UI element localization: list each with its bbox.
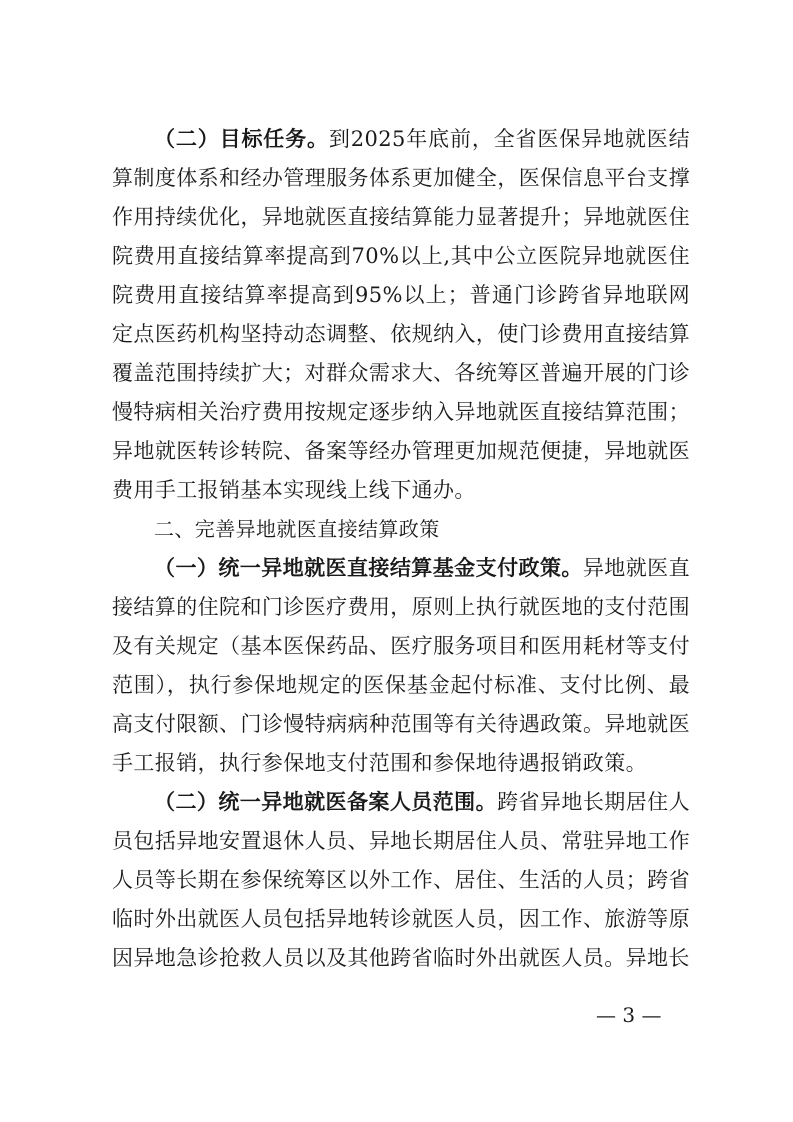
paragraph-text: 跨省异地长期居住人员包括异地安置退休人员、异地长期居住人员、常驻异地工作人员等长期在参保统筹区以外工作、居住、生活的人员；跨省临时外出就医人员包括异地转诊就医人员，因工作、旅游等原因异地急诊抢救人员以及其他跨省临时外出就医人员。异地长 [112, 790, 690, 970]
page-number: — 3 — [596, 1003, 662, 1027]
paragraph-text: 异地就医直接结算的住院和门诊医疗费用，原则上执行就医地的支付范围及有关规定（基本医保药品、医疗服务项目和医用耗材等支付范围），执行参保地规定的医保基金起付标准、支付比例、最高支付限额、门诊慢特病病种范围等有关待遇政策。异地就医手工报销，执行参保地支付范围和参保地待遇报销政策。 [112, 556, 691, 775]
document-body [112, 120, 690, 978]
paragraph-goal-tasks [112, 120, 690, 510]
paragraph-fund-payment-policy [112, 549, 690, 783]
paragraph-lead: （二）目标任务。 [154, 127, 329, 151]
paragraph-text: 到2025年底前，全省医保异地就医结算制度体系和经办管理服务体系更加健全，医保信息平台支撑作用持续优化，异地就医直接结算能力显著提升；异地就医住院费用直接结算率提高到70%以上,其中公立医院异地就医住院费用直接结算率提高到95%以上；普通门诊跨省异地联网定点医药机构坚持动态调整、依规纳入，使门诊费用直接结算覆盖范围持续扩大；对群众需求大、各统筹区普遍开展的门诊慢特病相关治疗费用按规定逐步纳入异地就医直接结算范围；异地就医转诊转院、备案等经办管理更加规范便捷，异地就医费用手工报销基本实现线上线下通办。 [112, 127, 690, 502]
paragraph-lead: （一）统一异地就医直接结算基金支付政策。 [154, 556, 583, 580]
paragraph-filing-scope [112, 783, 690, 978]
paragraph-lead: （二）统一异地就医备案人员范围。 [154, 790, 498, 814]
section-heading: 二、完善异地就医直接结算政策 [154, 517, 440, 541]
